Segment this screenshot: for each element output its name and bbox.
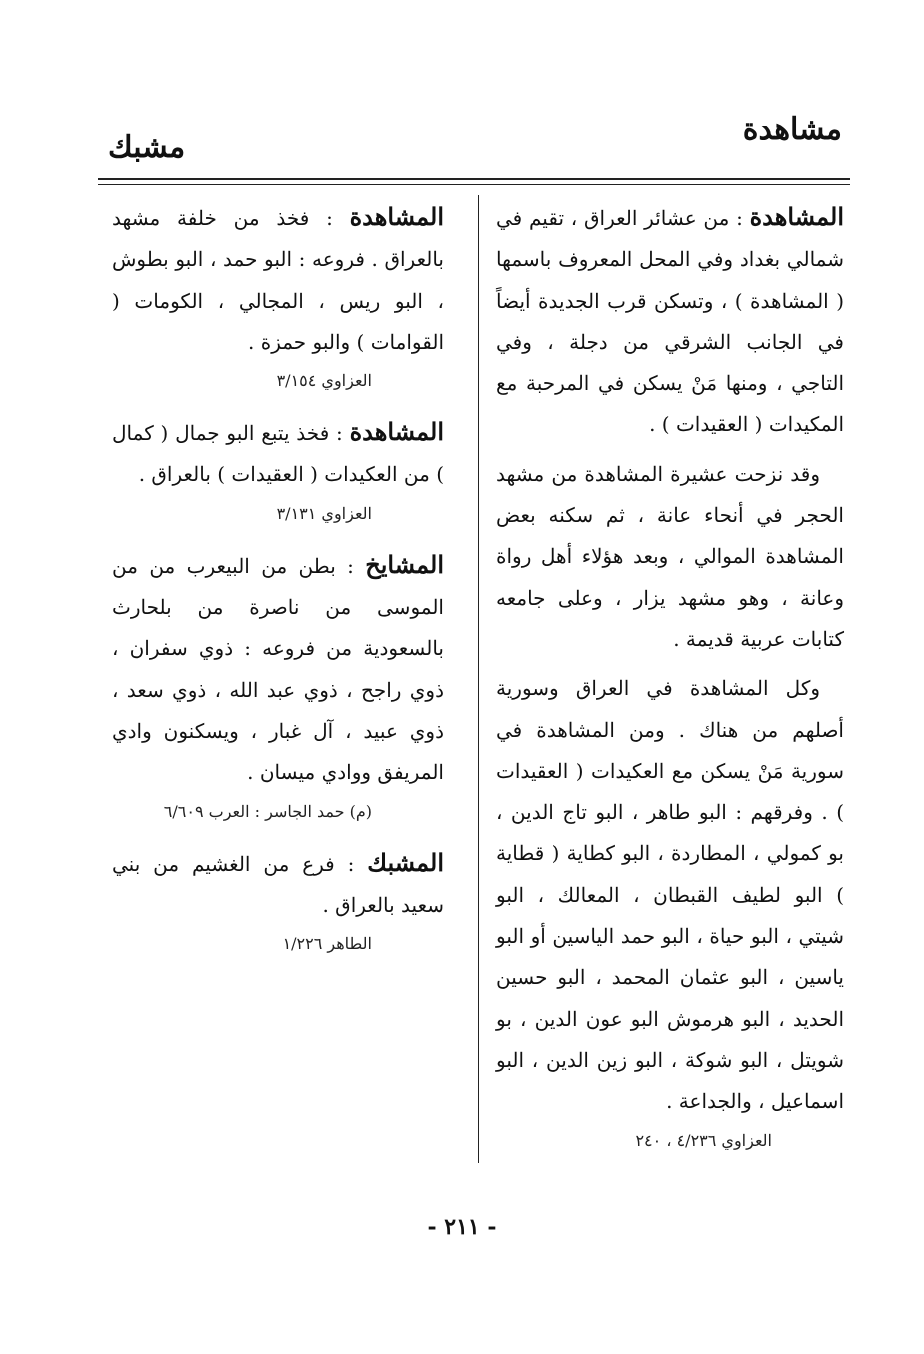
entry-term: المشايخ <box>365 549 444 579</box>
source-citation: العزاوي ٣/١٥٤ <box>276 371 372 391</box>
entry-term: المشاهدة <box>349 202 444 231</box>
entry-text: : من عشائر العراق ، تقيم في شمالي بغداد وفي المحل المعروف باسمها ( المشاهدة ) ، وتسكن قرب الجديدة أيضاً في الجانب الشرقي من دجلة ، وفي التاجي ، ومنها مَنْ يسكن في المرحبة مع المكيدات ( العقيدات ) . <box>496 206 844 437</box>
header-rule-bottom <box>98 184 850 185</box>
page-number: - ٢١١ - <box>427 1214 497 1240</box>
header-rule-top <box>98 178 850 180</box>
entry-text: : بطن من البيعرب من من الموسى من ناصرة من بلحارث بالسعودية من فروعه : ذوي سفران ، ذوي راجح ، ذوي عبد الله ، ذوي سعد ، ذوي عبيد ، آل غبار ، ويسكنون وادي المريفق ووادي ميسان . <box>112 553 444 785</box>
source-citation: (م) حمد الجاسر : العرب ٦/٦٠٩ <box>163 801 372 821</box>
entry-mushahada-2 <box>112 196 444 363</box>
entry-text: : فخذ من خلفة مشهد بالعراق . فروعه : البو حمد ، البو بطوش ، البو ريس ، المجالي ، الكومات ( القوامات ) والبو حمزة . <box>112 206 444 354</box>
right-column <box>496 196 844 1167</box>
entry-mashayikh <box>112 544 444 794</box>
paragraph-origin: وقد نزحت عشيرة المشاهدة من مشهد الحجر في أنحاء عانة ، ثم سكنه بعض المشاهدة الموالي ، وبعد هؤلاء أهل رواة وعانة ، وهو مشهد يزار ، وعلى جامعه كتابات عربية قديمة . <box>496 461 844 651</box>
entry-term: المشاهدة <box>349 417 444 447</box>
entry-mushabbak <box>112 842 444 927</box>
entry-text: : فخذ يتبع البو جمال ( كمال ) من العكيدات ( العقيدات ) بالعراق . <box>112 421 444 487</box>
source-citation: الطاهر ١/٢٢٦ <box>282 934 372 954</box>
source-citation: العزاوي ٣/١٣١ <box>276 503 372 523</box>
source-citation: العزاوي ٤/٢٣٦ ، ٢٤٠ <box>635 1130 772 1150</box>
entry-mushahada-1 <box>496 196 844 446</box>
entry-term: المشبك <box>367 847 444 877</box>
entry-text: : فرع من الغشيم من بني سعيد بالعراق . <box>112 851 444 917</box>
left-column <box>112 196 444 970</box>
paragraph-branches: وكل المشاهدة في العراق وسورية أصلهم من هناك . ومن المشاهدة في سورية مَنْ يسكن مع العكيدات ( العقيدات ) . وفرقهم : البو طاهر ، البو تاج الدين ، بو كمولي ، المطاردة ، البو كطاية ( قطاية ) البو لطيف القبطان ، المعالك ، البو شيتي ، البو حياة ، البو حمد الياسين أو البو ياسين ، البو عثمان المحمد ، البو حسين الحديد ، البو هرموش البو عون الدين ، بو شويتل ، البو شوكة ، البو زين الدين ، البو اسماعيل ، والجداعة . <box>496 676 844 1114</box>
column-divider <box>478 195 479 1163</box>
entry-term: المشاهدة <box>749 202 844 231</box>
entry-mushahada-3 <box>112 411 444 496</box>
running-header-right: مشاهدة <box>742 112 842 147</box>
running-header-left: مشبك <box>108 130 186 165</box>
